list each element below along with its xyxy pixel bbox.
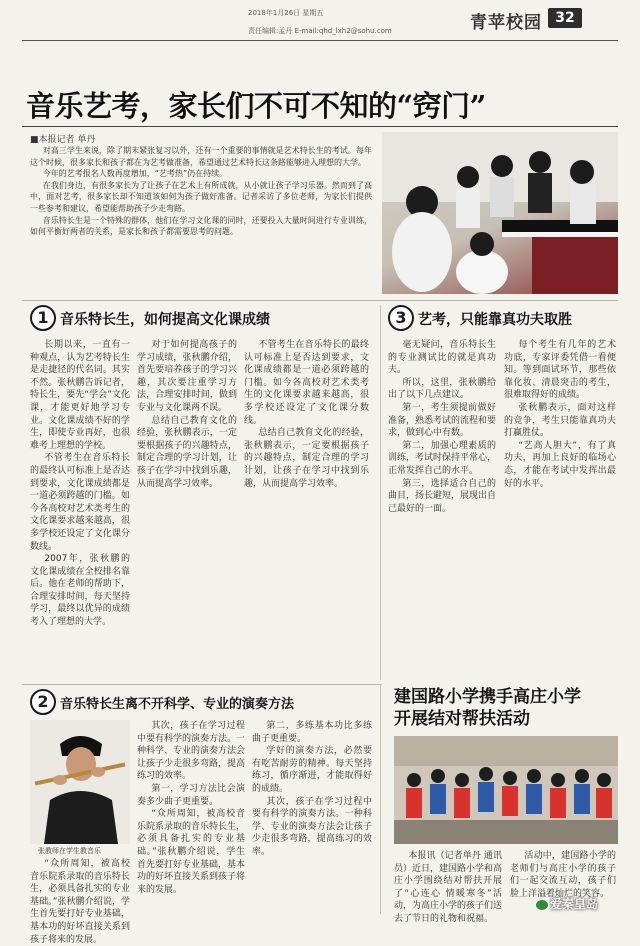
headline-rule: [22, 126, 618, 127]
section-1-paragraph: 2007年，张秋鹏的文化课成绩在全校排名靠后。他在老师的帮助下，合理安排时间，每天坚持学习，最终以优异的成绩考入了理想的大学。: [30, 554, 130, 628]
section-1-paragraph: 长期以来，一直有一种观点，认为艺考特长生是走捷径的代名词。其实不然。张秋鹏告诉记者，特长生，要先“学会”文化课，才能更好地学习专业。文化课成绩不好的学生，即使专业再好，也很难考上理想的学校。: [30, 340, 130, 451]
section-1-paragraph: 不管考生在音乐特长的最终认可标准上是否达到要求，文化课成绩都是一道必须跨越的门槛。如今各高校对艺术类考生的文化课要求越来越高，很多学校还设定了文化课分数线。: [30, 453, 130, 552]
page-number-badge: 32: [548, 8, 582, 28]
section-3-paragraph: 每个考生有几年的艺术功底，专家评委凭借一看便知。等到面试环节，那些依靠化妆、清晨突击的考生，很难取得好的成绩。: [504, 340, 616, 401]
section-2-paragraph: “众所周知，被高校音乐院系录取的音乐特长生，必须具备扎实的专业基础。”张秋鹏介绍说，学生首先要打好专业基础，基本功的好坏直接关系到孩子将来的发展。: [30, 859, 130, 945]
intro-paragraph: 音乐特长生是一个特殊的群体，他们在学习文化课的同时，还要投入大量时间进行专业训练，如何平衡好两者的关系，是家长和孩子都需要思考的问题。: [30, 215, 372, 237]
section-1-text-col3: [244, 339, 369, 679]
wechat-icon: [536, 900, 548, 910]
section-1-title: 音乐特长生，如何提高文化课成绩: [60, 312, 270, 328]
section-1-text-col1: [30, 339, 130, 679]
section-3-paragraph: 第三，选择适合自己的曲目，扬长避短，展现出自己最好的一面。: [388, 478, 497, 514]
teacher-flute-illustration: [30, 720, 130, 844]
section-2-title: 音乐特长生离不开科学、专业的演奏方法: [60, 697, 295, 712]
column-name: 青苹校园: [470, 13, 542, 33]
section-3-number: 3: [388, 305, 414, 331]
section-3-paragraph: 毫无疑问，音乐特长生的专业测试比的就是真功夫。: [388, 340, 496, 376]
intro-paragraph: 在我们身边，有很多家长为了让孩子在艺术上有所成就，从小就让孩子学习乐器。然而到了高中，面对艺考，很多家长却不知道该如何为孩子做好准备。记者采访了多位老师，为家长们提供一些参考和建议，希望能帮助孩子少走弯路。: [30, 180, 372, 213]
section-2-paragraph: 其次，孩子在学习过程中要有科学的演奏方法。一种科学、专业的演奏方法会让孩子少走很多弯路，提高练习的效率。: [252, 796, 372, 857]
section-1-paragraph: 对于如何提高孩子的学习成绩，张秋鹏介绍，首先要培养孩子的学习兴趣，其次要注重学习方法，合理安排时间，做到专业与文化课两不误。: [137, 340, 237, 413]
intro-paragraph: 今年的艺考报名人数再度增加，“艺考热”仍在持续。: [42, 169, 228, 179]
section-divider: [22, 684, 382, 685]
section-3-text-col2: [504, 339, 616, 679]
students-piano-illustration: [382, 132, 618, 294]
section-1-paragraph: 总结自己教育文化的经验，张秋鹏表示，一定要根据孩子的兴趣特点，制定合理的学习计划，让孩子在学习中找到乐趣，从而提高学习效率。: [137, 415, 237, 489]
side-news-title-line2: 开展结对帮扶活动: [394, 709, 530, 729]
watermark: [536, 895, 598, 912]
photo-caption: 张教师在学生教音乐: [38, 847, 101, 855]
section-2-number: 2: [30, 689, 56, 715]
section-2-paragraph: 第一，学习方法比会演奏多少曲子更重要。: [137, 783, 245, 807]
issue-date: 2018年1月26日 星期五: [248, 9, 324, 17]
section-1-number: 1: [30, 305, 56, 331]
section-2-text-col1: [30, 858, 130, 945]
section-1-text-col2: [137, 339, 237, 679]
editor-line: 责任编辑:孟丹 E-mail:qhd_lxh2@sohu.com: [248, 27, 392, 35]
teacher-flute-photo: [30, 720, 130, 844]
section-3-paragraph: “艺高人胆大”，有了真功夫，再加上良好的临场心态，才能在考试中发挥出最好的水平。: [504, 440, 616, 489]
section-2-paragraph: 学好的演奏方法，必然要有吃苦耐劳的精神。每天坚持练习，循序渐进，才能取得好的成绩。: [252, 746, 372, 794]
column-divider: [380, 305, 381, 680]
side-news-paragraph: 活动中，建国路小学的老师们与高庄小学的孩子们一起交流互动，孩子们脸上洋溢着灿烂的笑容。: [510, 851, 616, 899]
side-news-title-line1: 建国路小学携手高庄小学: [394, 687, 581, 707]
students-group-photo: [394, 736, 618, 844]
section-3-title: 艺考，只能靠真功夫取胜: [418, 312, 572, 328]
intro-text: [30, 145, 372, 295]
byline: ■本报记者 单丹: [30, 135, 96, 145]
section-2-paragraph: 其次，孩子在学习过程中要有科学的演奏方法。一种科学、专业的演奏方法会让孩子少走很多弯路，提高练习的效率。: [137, 721, 246, 782]
section-2-text-col2: [137, 720, 245, 914]
side-news-paragraph: 本报讯（记者单丹 通讯员）近日，建国路小学和高庄小学围绕结对帮扶开展了“心连心 情暖寒冬”活动，为高庄小学的孩子们送去了节日的礼物和祝福。: [394, 851, 503, 924]
section-2-paragraph: 第二，多练基本功比多练曲子更重要。: [252, 721, 372, 744]
section-3-paragraph: 第一，考生须提前做好准备，熟悉考试的流程和要求，做到心中有数。: [388, 402, 497, 439]
side-news-text-col2: [510, 850, 616, 899]
section-3-text-col1: [388, 339, 496, 679]
students-piano-photo: [382, 132, 618, 294]
section-1-paragraph: 总结自己教育文化的经验，张秋鹏表示，一定要根据孩子的兴趣特点，制定合理的学习计划，让孩子在学习中找到乐趣，从而提高学习效率。: [244, 428, 369, 489]
section-3-paragraph: 第二，加强心理素质的训练，考试时保持平常心，正常发挥自己的水平。: [388, 440, 497, 476]
headline: 音乐艺考，家长们不可不知的“窍门”: [26, 89, 486, 123]
section-2-text-col3: [252, 720, 372, 914]
section-divider: [22, 300, 618, 301]
students-group-illustration: [394, 736, 618, 844]
section-3-paragraph: 所以，这里，张秋鹏给出了以下几点建议。: [388, 377, 496, 401]
page-header: [0, 0, 640, 66]
side-news-text-col1: [394, 850, 503, 924]
side-news-title: [394, 686, 581, 730]
section-3-paragraph: 张秋鹏表示，面对这样的竞争，考生只能靠真功夫打赢胜仗。: [504, 402, 616, 439]
watermark-text: 爱秦皇岛: [550, 897, 599, 911]
intro-paragraph: 对高三学生来说，除了期末紧张复习以外，还有一个重要的事情就是艺术特长生的考试。每年这个时候，很多家长和孩子都在为艺考做准备，希望通过艺术特长这条路能够进入理想的大学。: [30, 146, 372, 167]
header-rule: [22, 40, 618, 41]
section-1-paragraph: 不管考生在音乐特长的最终认可标准上是否达到要求，文化课成绩都是一道必须跨越的门槛。如今各高校对艺术类考生的文化课要求越来越高，很多学校还设定了文化课分数线。: [244, 340, 369, 426]
section-2-paragraph: “众所周知，被高校音乐院系录取的音乐特长生，必须具备扎实的专业基础。”张秋鹏介绍说，学生首先要打好专业基础，基本功的好坏直接关系到孩子将来的发展。: [137, 809, 246, 895]
column-divider: [380, 684, 381, 914]
